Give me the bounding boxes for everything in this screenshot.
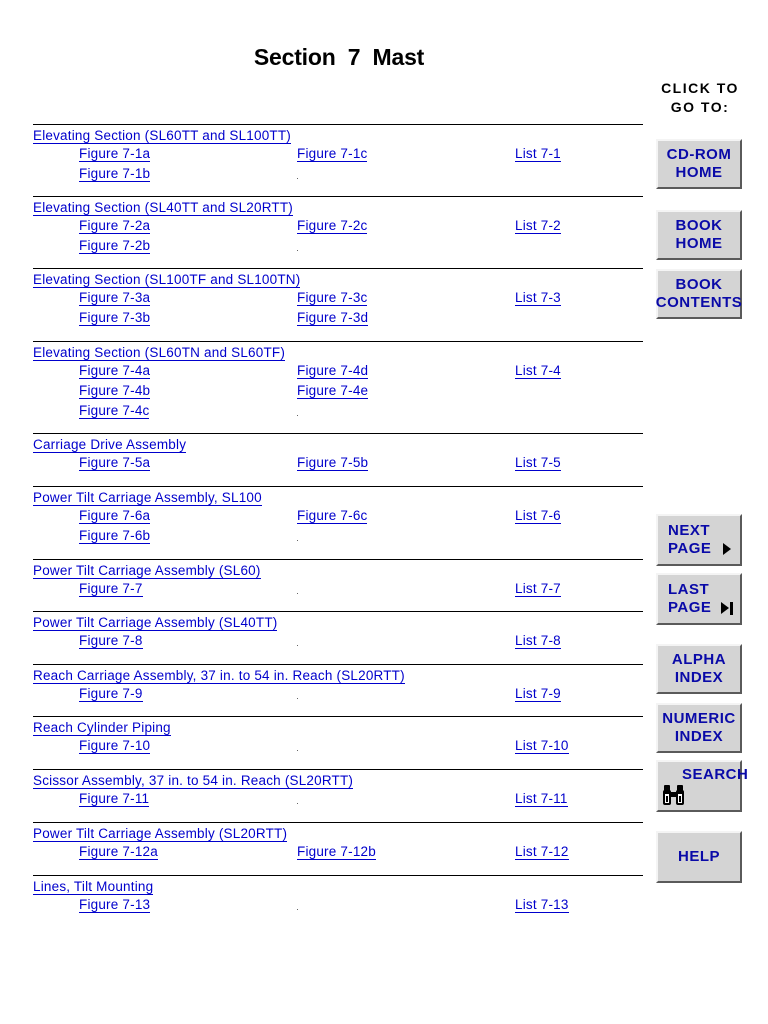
section-row (33, 633, 643, 653)
section-row (33, 238, 643, 258)
alpha-index-label-1: ALPHA (671, 651, 727, 668)
section-title-link[interactable]: Power Tilt Carriage Assembly (SL20RTT) (33, 826, 288, 841)
help-label: HELP (677, 848, 720, 865)
section-row (33, 310, 643, 330)
section-block (33, 486, 643, 560)
section-block (33, 196, 643, 269)
section-block (33, 433, 643, 487)
figure-link[interactable]: Figure 7-5a (79, 455, 151, 470)
book-contents-label-1: BOOK (675, 276, 723, 293)
search-label: SEARCH (682, 766, 749, 783)
section-row (33, 290, 643, 310)
placeholder-dot (297, 698, 298, 699)
figure-link[interactable]: Figure 7-6c (297, 508, 368, 523)
click-label-line1: CLICK TO (661, 80, 739, 96)
parts-list-link[interactable]: List 7-6 (515, 508, 561, 523)
last-page-label-1: LAST (668, 581, 710, 598)
numeric-index-button[interactable] (656, 703, 742, 753)
parts-list-link[interactable]: List 7-10 (515, 738, 569, 753)
section-row (33, 738, 643, 758)
section-block (33, 716, 643, 770)
cd-rom-home-label-2: HOME (675, 164, 723, 181)
figure-link[interactable]: Figure 7-3c (297, 290, 368, 305)
placeholder-dot (297, 909, 298, 910)
parts-list-link[interactable]: List 7-4 (515, 363, 561, 378)
section-title-link[interactable]: Elevating Section (SL100TF and SL100TN) (33, 272, 301, 287)
section-row (33, 383, 643, 403)
parts-list-link[interactable]: List 7-2 (515, 218, 561, 233)
section-block (33, 559, 643, 612)
parts-list-link[interactable]: List 7-7 (515, 581, 561, 596)
placeholder-dot (297, 415, 298, 416)
parts-list-link[interactable]: List 7-12 (515, 844, 569, 859)
section-row (33, 218, 643, 238)
figure-link[interactable]: Figure 7-4e (297, 383, 369, 398)
figure-link[interactable]: Figure 7-12b (297, 844, 376, 859)
figure-link[interactable]: Figure 7-6a (79, 508, 151, 523)
parts-list-link[interactable]: List 7-5 (515, 455, 561, 470)
parts-list-link[interactable]: List 7-9 (515, 686, 561, 701)
figure-link[interactable]: Figure 7-5b (297, 455, 369, 470)
book-home-label-2: HOME (675, 235, 723, 252)
section-row (33, 455, 643, 475)
alpha-index-button[interactable] (656, 644, 742, 694)
figure-link[interactable]: Figure 7-2c (297, 218, 368, 233)
numeric-index-label-1: NUMERIC (662, 710, 736, 727)
section-title-link[interactable]: Reach Carriage Assembly, 37 in. to 54 in. Reach (SL20RTT) (33, 668, 405, 683)
section-row (33, 528, 643, 548)
section-title-link[interactable]: Reach Cylinder Piping (33, 720, 171, 735)
section-block (33, 268, 643, 342)
binoculars-icon (661, 782, 687, 808)
section-title-link[interactable]: Scissor Assembly, 37 in. to 54 in. Reach (SL20RTT) (33, 773, 354, 788)
section-title-link[interactable]: Elevating Section (SL60TN and SL60TF) (33, 345, 286, 360)
parts-list-link[interactable]: List 7-11 (515, 791, 568, 806)
figure-link[interactable]: Figure 7-1a (79, 146, 151, 161)
book-contents-label-2: CONTENTS (655, 294, 743, 311)
placeholder-dot (297, 540, 298, 541)
click-label-line2: GO TO: (670, 99, 730, 115)
parts-list-link[interactable]: List 7-8 (515, 633, 561, 648)
book-contents-button[interactable] (656, 269, 742, 319)
figure-link[interactable]: Figure 7-7 (79, 581, 143, 596)
help-button[interactable] (656, 831, 742, 883)
figure-link[interactable]: Figure 7-13 (79, 897, 151, 912)
figure-link[interactable]: Figure 7-3d (297, 310, 369, 325)
figure-link[interactable]: Figure 7-2b (79, 238, 151, 253)
placeholder-dot (297, 803, 298, 804)
placeholder-dot (297, 250, 298, 251)
cd-rom-home-button[interactable] (656, 139, 742, 189)
section-block (33, 875, 643, 921)
numeric-index-label-2: INDEX (674, 728, 724, 745)
section-block (33, 341, 643, 434)
search-button[interactable] (656, 760, 749, 812)
parts-list-link[interactable]: List 7-3 (515, 290, 561, 305)
figure-link[interactable]: Figure 7-6b (79, 528, 151, 543)
parts-list-link[interactable]: List 7-1 (515, 146, 561, 161)
section-title-link[interactable]: Power Tilt Carriage Assembly, SL100 (33, 490, 262, 505)
next-page-label-1: NEXT (668, 522, 711, 539)
figure-link[interactable]: Figure 7-4d (297, 363, 369, 378)
section-row (33, 403, 643, 423)
placeholder-dot (297, 178, 298, 179)
figure-link[interactable]: Figure 7-4b (79, 383, 151, 398)
section-title-link[interactable]: Elevating Section (SL40TT and SL20RTT) (33, 200, 293, 215)
section-title-link[interactable]: Carriage Drive Assembly (33, 437, 187, 452)
figure-link[interactable]: Figure 7-9 (79, 686, 143, 701)
figure-link[interactable]: Figure 7-3a (79, 290, 151, 305)
figure-link[interactable]: Figure 7-12a (79, 844, 158, 859)
click-to-go-to-label (652, 79, 748, 117)
placeholder-dot (297, 750, 298, 751)
section-row (33, 897, 643, 917)
last-page-button[interactable] (656, 573, 742, 625)
section-row (33, 686, 643, 706)
figure-link[interactable]: Figure 7-2a (79, 218, 151, 233)
alpha-index-label-2: INDEX (674, 669, 724, 686)
section-block (33, 611, 643, 665)
placeholder-dot (297, 593, 298, 594)
book-home-button[interactable] (656, 210, 742, 260)
section-title-link[interactable]: Power Tilt Carriage Assembly (SL60) (33, 563, 261, 578)
right-triangle-icon (723, 543, 731, 555)
figure-link[interactable]: Figure 7-1b (79, 166, 151, 181)
figure-link[interactable]: Figure 7-10 (79, 738, 151, 753)
section-block (33, 124, 643, 197)
book-home-label-1: BOOK (675, 217, 723, 234)
figure-link[interactable]: Figure 7-1c (297, 146, 368, 161)
page-title: Section 7 Mast (253, 44, 425, 70)
parts-list-link[interactable]: List 7-13 (515, 897, 569, 912)
section-block (33, 769, 643, 823)
section-row (33, 581, 643, 601)
section-title-link[interactable]: Power Tilt Carriage Assembly (SL40TT) (33, 615, 278, 630)
section-block (33, 664, 643, 717)
cd-rom-home-label-1: CD-ROM (666, 146, 732, 163)
last-page-icon (721, 602, 733, 615)
figure-link[interactable]: Figure 7-11 (79, 791, 150, 806)
figure-link[interactable]: Figure 7-8 (79, 633, 143, 648)
section-title-link[interactable]: Elevating Section (SL60TT and SL100TT) (33, 128, 291, 143)
next-page-button[interactable] (656, 514, 742, 566)
section-row (33, 363, 643, 383)
figure-link[interactable]: Figure 7-4c (79, 403, 150, 418)
section-title-link[interactable]: Lines, Tilt Mounting (33, 879, 154, 894)
section-row (33, 791, 643, 811)
section-row (33, 844, 643, 864)
next-page-label-2: PAGE (668, 540, 712, 557)
figure-link[interactable]: Figure 7-3b (79, 310, 151, 325)
section-block (33, 822, 643, 876)
figure-link[interactable]: Figure 7-4a (79, 363, 151, 378)
section-row (33, 508, 643, 528)
section-row (33, 166, 643, 186)
section-row (33, 146, 643, 166)
placeholder-dot (297, 645, 298, 646)
last-page-label-2: PAGE (668, 599, 712, 616)
